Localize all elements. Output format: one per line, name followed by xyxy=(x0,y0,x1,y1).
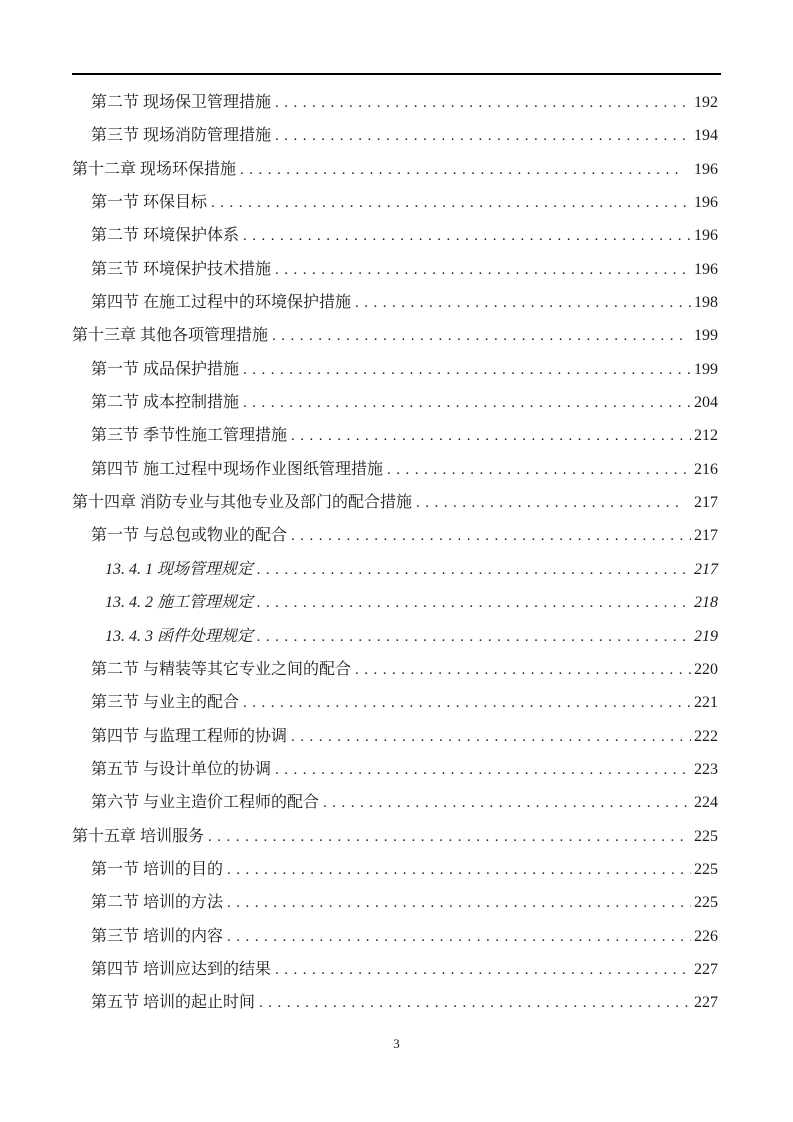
toc-entry-page: 217 xyxy=(694,560,718,578)
toc-entry-page: 192 xyxy=(694,94,718,111)
toc-entry-page: 196 xyxy=(694,160,718,178)
toc-entry[interactable] xyxy=(72,353,718,386)
toc-entry[interactable] xyxy=(72,386,718,419)
toc-dot-leader xyxy=(275,253,691,287)
toc-entry[interactable] xyxy=(72,286,718,319)
toc-entry-title: 13. 4. 2 施工管理规定 xyxy=(105,594,254,612)
toc-entry-title: 第四节 培训应达到的结果 xyxy=(91,960,272,978)
toc-dot-leader xyxy=(227,853,691,887)
toc-entry-page: 199 xyxy=(694,360,718,378)
toc-entry[interactable] xyxy=(72,686,718,719)
toc-entry-page: 227 xyxy=(694,960,718,978)
toc-entry-page: 218 xyxy=(694,594,718,612)
toc-dot-leader xyxy=(355,653,691,687)
toc-entry[interactable] xyxy=(72,620,718,653)
toc-entry-title: 第一节 培训的目的 xyxy=(91,860,224,878)
toc-dot-leader xyxy=(275,753,691,787)
toc-entry-page: 196 xyxy=(694,194,718,212)
toc-entry-page: 194 xyxy=(694,127,718,145)
toc-entry-title: 第二节 现场保卫管理措施 xyxy=(91,94,272,111)
toc-entry-title: 第六节 与业主造价工程师的配合 xyxy=(91,794,320,812)
toc-dot-leader xyxy=(240,153,685,187)
toc-dot-leader xyxy=(416,486,685,520)
toc-entry-title: 第四节 与监理工程师的协调 xyxy=(91,727,288,745)
toc-entry-title: 第三节 与业主的配合 xyxy=(91,694,240,712)
toc-entry-page: 217 xyxy=(694,494,718,512)
toc-entry-title: 13. 4. 1 现场管理规定 xyxy=(105,560,254,578)
toc-dot-leader xyxy=(275,86,691,120)
toc-entry-page: 196 xyxy=(694,227,718,245)
toc-entry-title: 第一节 成品保护措施 xyxy=(91,360,240,378)
toc-entry-title: 第五节 与设计单位的协调 xyxy=(91,760,272,778)
header-rule xyxy=(72,73,721,75)
toc-entry[interactable] xyxy=(72,119,718,152)
toc-entry-page: 196 xyxy=(694,260,718,278)
toc-entry-title: 13. 4. 3 函件处理规定 xyxy=(105,627,254,645)
toc-entry-page: 225 xyxy=(694,827,718,845)
toc-entry-page: 198 xyxy=(694,294,718,312)
toc-entry[interactable] xyxy=(72,86,718,119)
toc-entry[interactable] xyxy=(72,653,718,686)
toc-entry-page: 221 xyxy=(694,694,718,712)
toc-entry[interactable] xyxy=(72,219,718,252)
toc-entry-title: 第三节 现场消防管理措施 xyxy=(91,127,272,145)
toc-dot-leader xyxy=(243,686,691,720)
toc-entry[interactable] xyxy=(72,153,718,186)
toc-entry[interactable] xyxy=(72,920,718,953)
toc-entry-title: 第十四章 消防专业与其他专业及部门的配合措施 xyxy=(72,494,413,512)
toc-entry-page: 220 xyxy=(694,660,718,678)
toc-dot-leader xyxy=(259,986,691,1020)
toc-dot-leader xyxy=(211,186,691,220)
toc-entry-page: 212 xyxy=(694,427,718,445)
toc-entry-page: 224 xyxy=(694,794,718,812)
toc-entry[interactable] xyxy=(72,319,718,352)
toc-dot-leader xyxy=(291,419,691,453)
toc-entry-title: 第三节 培训的内容 xyxy=(91,927,224,945)
page-number: 3 xyxy=(393,1036,400,1051)
toc-entry-page: 227 xyxy=(694,994,718,1012)
toc-entry[interactable] xyxy=(72,419,718,452)
toc-entry-title: 第五节 培训的起止时间 xyxy=(91,994,256,1012)
toc-entry[interactable] xyxy=(72,486,718,519)
toc-entry-title: 第三节 季节性施工管理措施 xyxy=(91,427,288,445)
toc-entry[interactable] xyxy=(72,820,718,853)
toc-dot-leader xyxy=(275,953,691,987)
toc-dot-leader xyxy=(291,720,691,754)
toc-entry[interactable] xyxy=(72,553,718,586)
toc-entry-title: 第二节 与精装等其它专业之间的配合 xyxy=(91,660,352,678)
toc-entry-page: 225 xyxy=(694,894,718,912)
toc-entry-title: 第二节 培训的方法 xyxy=(91,894,224,912)
toc-entry[interactable] xyxy=(72,953,718,986)
toc-dot-leader xyxy=(355,286,691,320)
toc-entry[interactable] xyxy=(72,853,718,886)
page-footer xyxy=(0,1036,793,1052)
toc-dot-leader xyxy=(257,586,691,620)
toc-entry-page: 219 xyxy=(694,627,718,645)
toc-entry[interactable] xyxy=(72,720,718,753)
toc-entry-title: 第四节 施工过程中现场作业图纸管理措施 xyxy=(91,460,384,478)
toc-entry[interactable] xyxy=(72,886,718,919)
toc-entry[interactable] xyxy=(72,586,718,619)
toc-dot-leader xyxy=(272,319,685,353)
toc-dot-leader xyxy=(243,353,691,387)
toc-entry-page: 199 xyxy=(694,327,718,345)
toc-dot-leader xyxy=(227,920,691,954)
toc-entry-page: 204 xyxy=(694,394,718,412)
toc-entry-title: 第十二章 现场环保措施 xyxy=(72,160,237,178)
toc-entry-page: 222 xyxy=(694,727,718,745)
toc-dot-leader xyxy=(243,386,691,420)
toc-entry-title: 第十五章 培训服务 xyxy=(72,827,205,845)
toc-entry-page: 217 xyxy=(694,527,718,545)
toc-dot-leader xyxy=(323,786,691,820)
toc-dot-leader xyxy=(208,820,685,854)
toc-entry-page: 216 xyxy=(694,460,718,478)
toc-dot-leader xyxy=(227,886,691,920)
toc-list xyxy=(72,86,718,1020)
toc-dot-leader xyxy=(275,119,691,153)
toc-entry-title: 第三节 环境保护技术措施 xyxy=(91,260,272,278)
toc-entry[interactable] xyxy=(72,453,718,486)
toc-entry-page: 226 xyxy=(694,927,718,945)
toc-dot-leader xyxy=(243,219,691,253)
toc-entry-title: 第二节 成本控制措施 xyxy=(91,394,240,412)
toc-entry[interactable] xyxy=(72,986,718,1019)
toc-entry[interactable] xyxy=(72,186,718,219)
toc-dot-leader xyxy=(387,453,691,487)
toc-dot-leader xyxy=(257,620,691,654)
toc-dot-leader xyxy=(291,519,691,553)
toc-entry-page: 223 xyxy=(694,760,718,778)
toc-entry[interactable] xyxy=(72,253,718,286)
toc-entry-title: 第一节 与总包或物业的配合 xyxy=(91,527,288,545)
toc-entry[interactable] xyxy=(72,753,718,786)
toc-entry[interactable] xyxy=(72,786,718,819)
toc-entry-page: 225 xyxy=(694,860,718,878)
toc-entry-title: 第一节 环保目标 xyxy=(91,194,208,212)
toc-entry-title: 第二节 环境保护体系 xyxy=(91,227,240,245)
toc-entry[interactable] xyxy=(72,519,718,552)
toc-entry-title: 第十三章 其他各项管理措施 xyxy=(72,327,269,345)
toc-entry-title: 第四节 在施工过程中的环境保护措施 xyxy=(91,294,352,312)
toc-dot-leader xyxy=(257,553,691,587)
